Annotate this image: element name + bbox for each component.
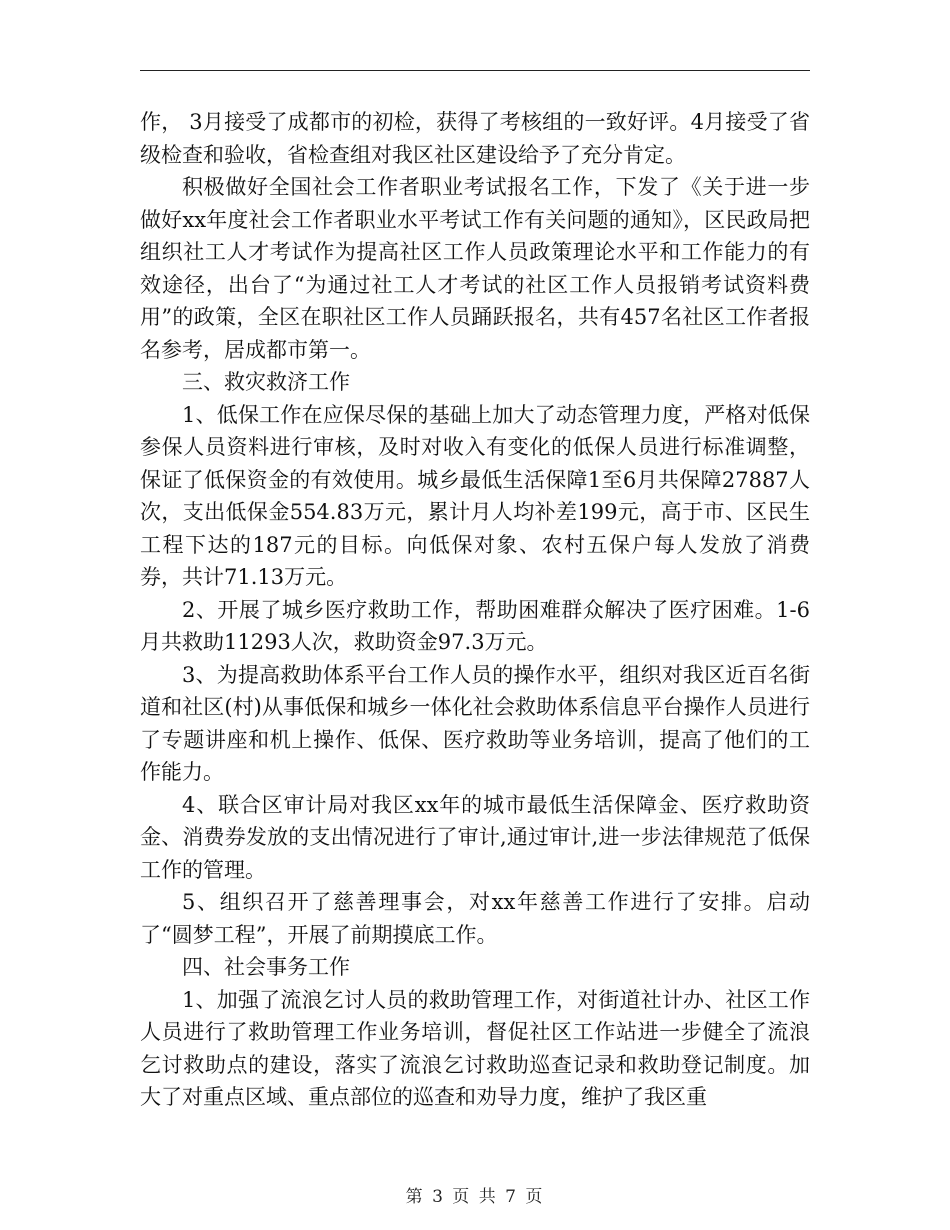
header-rule xyxy=(140,70,810,71)
paragraph-continued: 作， 3月接受了成都市的初检，获得了考核组的一致好评。4月接受了省级检查和验收，省检查组对我区社区建设给予了充分肯定。 xyxy=(140,110,810,167)
paragraph-item-4-audit: 4、联合区审计局对我区xx年的城市最低生活保障金、医疗救助资金、消费券发放的支出情况进行了审计,通过审计,进一步法律规范了低保工作的管理。 xyxy=(140,792,810,882)
section-heading-social-affairs: 四、社会事务工作 xyxy=(182,955,350,979)
paragraph-item-5-charity: 5、组织召开了慈善理事会，对xx年慈善工作进行了安排。启动了“圆梦工程”，开展了前期摸底工作。 xyxy=(140,890,810,947)
paragraph-item-1-low-income: 1、低保工作在应保尽保的基础上加大了动态管理力度，严格对低保参保人员资料进行审核，及时对收入有变化的低保人员进行标准调整，保证了低保资金的有效使用。城乡最低生活保障1至6月共保障27887人次，支出低保金554.83万元，累计月人均补差199元，高于市、区民生工程下达的187元的目标。向低保对象、农村五保户每人发放了消费券，共计71.13万元。 xyxy=(140,402,810,589)
document-body xyxy=(140,106,810,1114)
paragraph-item-3-training: 3、为提高救助体系平台工作人员的操作水平，组织对我区近百名街道和社区(村)从事低保和城乡一体化社会救助体系信息平台操作人员进行了专题讲座和机上操作、低保、医疗救助等业务培训，提高了他们的工作能力。 xyxy=(140,662,810,784)
paragraph-item-1-vagrant-aid: 1、加强了流浪乞讨人员的救助管理工作，对街道社计办、社区工作人员进行了救助管理工作业务培训，督促社区工作站进一步健全了流浪乞讨救助点的建设，落实了流浪乞讨救助巡查记录和救助登记制度。加大了对重点区域、重点部位的巡查和劝导力度，维护了我区重 xyxy=(140,987,810,1109)
paragraph-exam-registration: 积极做好全国社会工作者职业考试报名工作，下发了《关于进一步做好xx年度社会工作者职业水平考试工作有关问题的通知》，区民政局把组织社工人才考试作为提高社区工作人员政策理论水平和工作能力的有效途径，出台了“为通过社工人才考试的社区工作人员报销考试资料费用”的政策，全区在职社区工作人员踊跃报名，共有457名社区工作者报名参考，居成都市第一。 xyxy=(140,175,810,362)
section-heading-disaster-relief: 三、救灾救济工作 xyxy=(182,370,350,394)
paragraph-item-2-medical-aid: 2、开展了城乡医疗救助工作，帮助困难群众解决了医疗困难。1-6月共救助11293人次，救助资金97.3万元。 xyxy=(140,597,810,654)
page-number-footer: 第 3 页 共 7 页 xyxy=(405,1187,545,1207)
